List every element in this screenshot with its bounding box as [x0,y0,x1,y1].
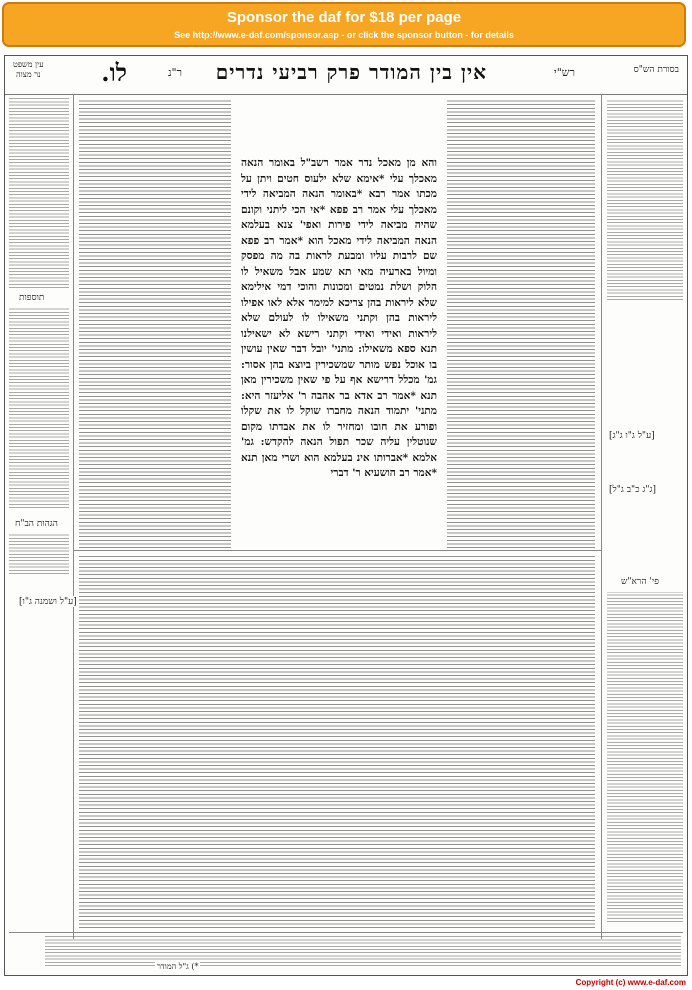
footnotes-text [45,936,681,966]
ein-mishpat-line2: נר מצוה [15,70,41,79]
ein-mishpat-text [9,98,69,288]
rashi-commentary [447,100,595,548]
lower-divider [73,550,601,551]
ran-header-label: ר"נ [167,66,182,79]
piskei-label: פי' הרא"ש [621,577,659,587]
talmud-page [4,55,688,976]
margin-ref-1: [ע"ל ג"ו ג"ג] [609,431,655,441]
footnote-divider [9,932,683,933]
tosafot-margin-text [9,308,69,508]
copyright-notice[interactable]: Copyright (c) www.e-daf.com [575,978,686,987]
rashi-header-label: רש"י [553,66,575,79]
tosafot-label: תוספות [19,293,45,303]
sponsor-banner[interactable] [2,2,686,47]
margin-ref-2: [ג"ג כ"ב ג"ל] [609,485,657,495]
masoret-hashas-label: בסורת הש"ס [633,65,679,75]
page-title: אין בין המודר פרק רביעי נדרים [215,60,487,84]
masoret-hashas-text [607,100,683,300]
hagahot-label: הגהות הב"ח [15,519,58,529]
ein-mishpat-header [13,60,44,80]
hagahot-text [9,534,69,574]
gemara-text: והא מן מאכל נדר אמר רשב"ל באומר הנאה מאכלך עלי *אימא שלא ילעוס חטים ויתן על מכתו אמר רבא *באומר הנאה המביאה לידי מאכלך עלי אמר רב פפא *אי הכי ליתני וקונם שהיה מביאה לידי פירות ואפי' צנא בעלמא הנאה המביאה לידי מאכל הוא *אמר רב פפא שם לרבות עליו ומבעת לראות בה מה מפסק ומיול בארעיה מאי תא שמע אבל משאיל לו הלוק ושלת נמטים ומכונות והוכי דמי אילימא שלא ליראות בהן צריכא למימר אלא לאו אפילו ליראות בהן וקתני משאילו לו לעולם שלא ליראות ואידי ואידי וקתני רישא לא ישאילנו תנא ספא משאילו: מתני' יובל דבר שאין עושין בו אוכל נפש מותר שמשכירין ביוצא בהן אסור: גמ' מכלל דרישא אף על פי שאין משכירין מאן תנא *אמר רב אדא בר אהבה ר' אליעזר היא: מתני' יתמוד הנאה מחברו שוקל לו את שקלו ופורע את חובו ומחזיר לו את אבדתו מקום שנוטלין עליה שכר תפול הנאה להקדש: גמ' אלמא *אברותו אינ בעלמא הוא ושרי מאן תנא *אמר רב הושעיא ר' דברי [241,157,437,479]
column-divider-left [73,94,74,939]
column-divider-right [601,94,602,939]
ein-mishpat-line1: עין משפט [13,60,44,69]
sponsor-banner-subtitle[interactable]: See http://www.e-daf.com/sponsor.asp - or click the sponsor button - for details [174,30,514,40]
page-header [5,56,687,95]
daf-number: לו. [101,58,127,87]
footnote-label: *) ג"ל המודר [157,962,199,971]
piskei-text [607,592,683,922]
lower-commentary [79,554,595,928]
margin-ref-left: [ע"ל ושמנה ג"ו] [19,597,77,607]
sponsor-banner-title[interactable]: Sponsor the daf for $18 per page [226,9,462,26]
ran-commentary [79,100,231,548]
